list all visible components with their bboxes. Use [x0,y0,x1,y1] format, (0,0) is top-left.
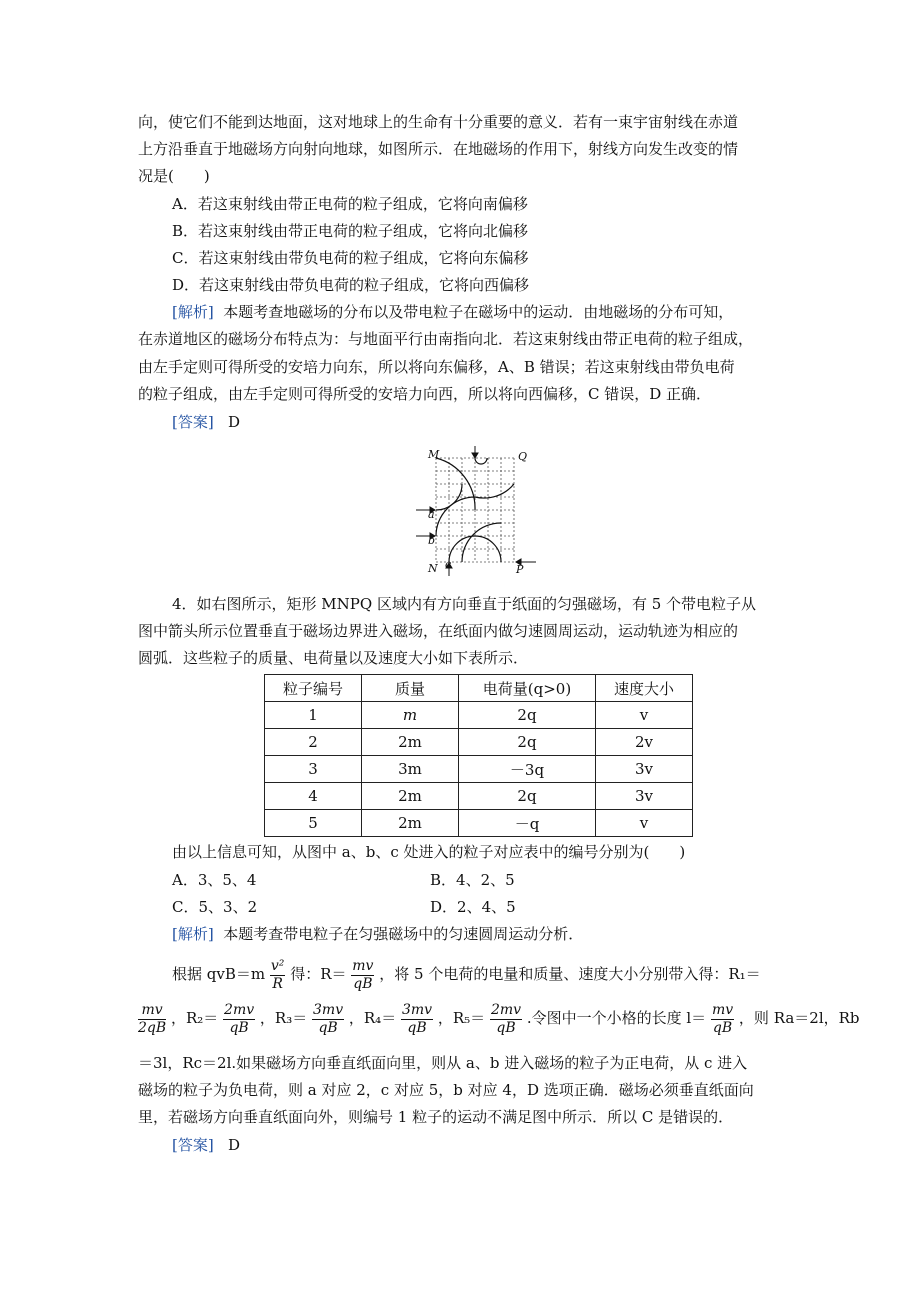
formula-text: ，R₂＝ [170,1009,219,1027]
q4-option-b: B．4、2、5 [430,871,515,889]
table-cell: 2v [596,729,693,756]
table-cell: 2m [362,783,459,810]
fraction [270,958,286,993]
q4-analysis-line: 磁场的粒子为负电荷，则 a 对应 2，c 对应 5，b 对应 4，D 选项正确．磁场必须垂直纸面向 [138,1081,754,1099]
denominator: qB [353,975,373,992]
fraction [401,1002,433,1037]
table-cell: 2q [459,729,596,756]
numerator: 2mv [490,1001,522,1018]
q3-option-d: D．若这束射线由带负电荷的粒子组成，它将向西偏移 [172,276,530,294]
label-b: b [428,534,436,547]
q3-option-c: C．若这束射线由带负电荷的粒子组成，它将向东偏移 [172,249,529,267]
formula-text: ，将 5 个电荷的电量和质量、速度大小分别带入得：R₁＝ [379,965,761,983]
formula-text: ，R₄＝ [348,1009,397,1027]
table-header: 质量 [362,675,459,702]
numerator: mv [711,1001,734,1018]
answer-tag: [答案] [172,1136,214,1154]
denominator: qB [318,1019,338,1036]
fraction [312,1002,344,1037]
fraction [351,958,374,993]
table-cell: 2m [362,729,459,756]
label-q: Q [518,450,528,463]
answer-tag: [答案] [172,413,214,431]
magnetic-field-diagram [408,444,548,578]
table-cell: v [596,810,693,837]
q4-stem-line: 圆弧．这些粒子的质量、电荷量以及速度大小如下表所示． [138,649,529,667]
q4-option-c: C．5、3、2 [172,898,258,916]
table-header-row [265,675,693,702]
formula-text: .令图中一个小格的长度 l＝ [526,1009,707,1027]
fraction [711,1002,734,1037]
q4-stem-line: 图中箭头所示位置垂直于磁场边界进入磁场，在纸面内做匀速圆周运动，运动轨迹为相应的 [138,622,739,640]
formula-text: ，R₃＝ [259,1009,308,1027]
label-m: M [428,448,440,461]
numerator: 2mv [224,1001,255,1018]
table-cell: 5 [265,810,362,837]
label-a: a [428,508,435,521]
q4-analysis-line: ＝3l，Rc＝2l.如果磁场方向垂直纸面向里，则从 a、b 进入磁场的粒子为正电荷，从 c 进入 [138,1054,748,1072]
q4-stem-line: 4．如右图所示，矩形 MNPQ 区域内有方向垂直于纸面的匀强磁场，有 5 个带电粒子从 [172,595,757,613]
q3-analysis-line [172,302,733,322]
table-cell: －q [459,810,596,837]
q3-option-a: A．若这束射线由带正电荷的粒子组成，它将向南偏移 [172,195,528,213]
table-cell: 2 [265,729,362,756]
fraction [223,1002,255,1037]
table-cell: 2m [362,810,459,837]
q3-intro-line: 况是( ) [138,167,210,185]
denominator: R [272,975,283,992]
table-row [265,756,693,783]
table-cell: 3m [362,756,459,783]
particle-table [264,674,693,837]
label-n: N [428,562,438,575]
fraction [138,1002,166,1037]
formula-text: 得：R＝ [290,965,347,983]
table-cell: 3 [265,756,362,783]
denominator: qB [496,1019,516,1036]
q3-analysis-line: 的粒子组成，由左手定则可得所受的安培力向西，所以将向西偏移，C 错误，D 正确． [138,385,712,403]
table-row [265,783,693,810]
numerator: mv [352,957,374,974]
analysis-text: 本题考查带电粒子在匀强磁场中的匀速圆周运动分析． [223,925,584,943]
table-header: 粒子编号 [265,675,362,702]
fraction [490,1002,522,1037]
analysis-tag: [解析] [172,303,214,321]
table-cell: 3v [596,783,693,810]
numerator: 3mv [401,1001,433,1018]
numerator: mv [138,1002,166,1020]
table-cell: －3q [459,756,596,783]
table-cell: 2q [459,702,596,729]
table-cell: 3v [596,756,693,783]
denominator: qB [229,1019,249,1036]
q4-formula-line-1 [172,956,761,993]
table-row [265,729,693,756]
analysis-tag: [解析] [172,925,214,943]
q4-answer-line [172,1135,240,1155]
answer-value: D [228,1136,241,1154]
numerator: v² [270,957,285,974]
q4-analysis-line [172,924,583,944]
q4-formula-line-2 [138,1000,860,1037]
table-cell: 1 [265,702,362,729]
table-cell: m [362,702,459,729]
table-cell: v [596,702,693,729]
label-p: P [516,563,524,576]
q3-option-b: B．若这束射线由带正电荷的粒子组成，它将向北偏移 [172,222,529,240]
formula-text: ，则 Ra＝2l，Rb [738,1009,860,1027]
table-header: 电荷量(q>0) [459,675,596,702]
table-cell: 2q [459,783,596,810]
analysis-text: 本题考查地磁场的分布以及带电粒子在磁场中的运动．由地磁场的分布可知， [223,303,734,321]
q3-intro-line: 向，使它们不能到达地面，这对地球上的生命有十分重要的意义．若有一束宇宙射线在赤道 [138,113,739,131]
q4-option-a: A．3、5、4 [172,871,257,889]
answer-value: D [228,413,241,431]
table-row [265,702,693,729]
denominator: qB [712,1019,733,1036]
q4-option-d: D．2、4、5 [430,898,516,916]
q3-intro-line: 上方沿垂直于地磁场方向射向地球，如图所示．在地磁场的作用下，射线方向发生改变的情 [138,140,739,158]
denominator: qB [407,1019,427,1036]
table-cell: 4 [265,783,362,810]
q3-answer-line [172,412,240,432]
q3-analysis-line: 由左手定则可得所受的安培力向东，所以将向东偏移，A、B 错误；若这束射线由带负电荷 [138,358,735,376]
numerator: 3mv [313,1001,344,1018]
formula-text: ，R₅＝ [437,1009,486,1027]
q3-analysis-line: 在赤道地区的磁场分布特点为：与地面平行由南指向北．若这束射线由带正电荷的粒子组成， [138,330,754,348]
table-row [265,810,693,837]
formula-text: 根据 qvB＝m [172,965,266,983]
q4-analysis-line: 里，若磁场方向垂直纸面向外，则编号 1 粒子的运动不满足图中所示．所以 C 是错误的． [138,1108,734,1126]
denominator: 2qB [138,1019,167,1036]
label-c: c [445,558,452,571]
q4-question: 由以上信息可知，从图中 a、b、c 处进入的粒子对应表中的编号分别为( ) [172,843,686,861]
table-header: 速度大小 [596,675,693,702]
